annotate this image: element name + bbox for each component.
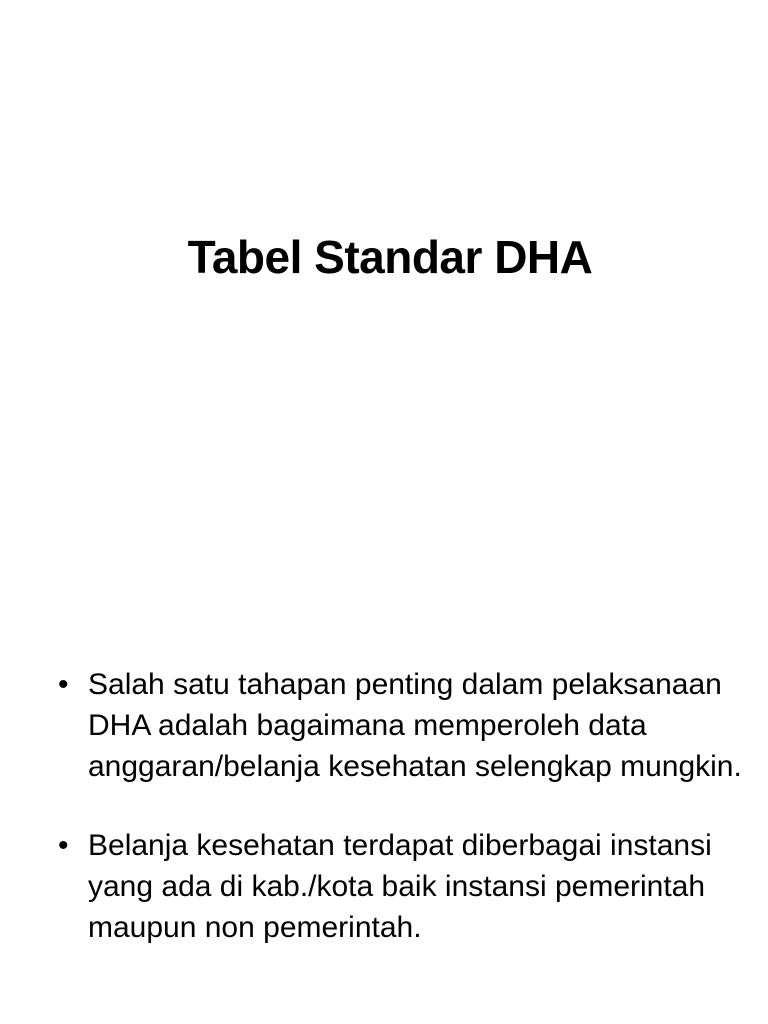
bullet-item bbox=[58, 825, 758, 948]
bullet-marker: • bbox=[58, 829, 69, 862]
bullet-list bbox=[58, 664, 758, 948]
bullet-item bbox=[58, 664, 758, 787]
bullet-marker: • bbox=[58, 668, 69, 701]
slide-title: Tabel Standar DHA bbox=[187, 231, 593, 283]
bullet-text: Belanja kesehatan terdapat diberbagai instansi yang ada di kab./kota baik instansi pemerintah maupun non pemerintah. bbox=[88, 829, 712, 944]
bullet-text: Salah satu tahapan penting dalam pelaksanaan DHA adalah bagaimana memperoleh data anggaran/belanja kesehatan selengkap mungkin. bbox=[88, 668, 742, 783]
